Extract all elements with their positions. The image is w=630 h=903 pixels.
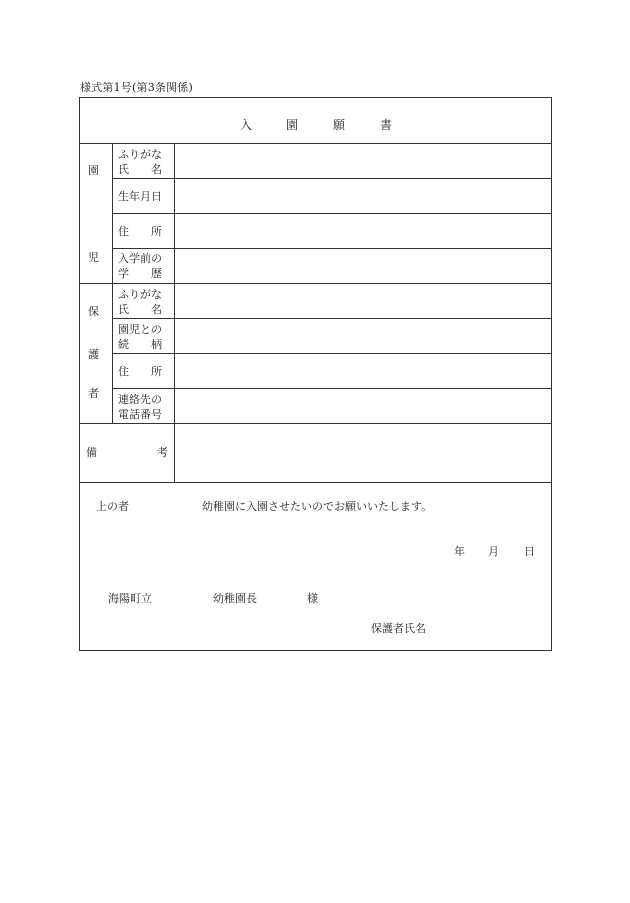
divider	[112, 143, 113, 423]
form-number-label: 様式第1号(第3条関係)	[80, 81, 193, 94]
guardian-relation-label: 園児との 続 柄	[118, 323, 162, 351]
divider	[79, 482, 552, 483]
divider	[79, 143, 552, 144]
child-birthdate-label: 生年月日	[118, 190, 162, 203]
child-group-label: 園	[88, 164, 99, 177]
child-education-label: 入学前の 学 歴	[118, 252, 162, 280]
child-name-label: ふりがな 氏 名	[118, 148, 162, 176]
addressee-title: 幼稚園長	[213, 592, 257, 605]
divider	[79, 423, 552, 424]
child-address-label: 住 所	[118, 225, 162, 238]
title-char: 入	[240, 118, 253, 132]
guardian-group-label: 保	[88, 305, 99, 318]
divider	[112, 213, 552, 214]
divider	[112, 318, 552, 319]
guardian-name-label: ふりがな 氏 名	[118, 288, 162, 316]
remarks-label: 考	[157, 446, 168, 459]
date-day: 日	[524, 545, 535, 558]
divider	[174, 143, 175, 482]
guardian-group-label: 護	[88, 348, 99, 361]
title-char: 園	[286, 118, 299, 132]
divider	[112, 248, 552, 249]
remarks-label: 備	[86, 446, 97, 459]
guardian-group-label: 者	[88, 387, 99, 400]
date-year: 年	[454, 545, 465, 558]
divider	[79, 283, 552, 284]
divider	[112, 178, 552, 179]
date-month: 月	[488, 545, 499, 558]
application-text: 幼稚園に入園させたいのでお願いいたします。	[202, 500, 433, 513]
addressee-honorific: 様	[307, 592, 318, 605]
divider	[112, 388, 552, 389]
title-char: 願	[333, 118, 346, 132]
divider	[112, 353, 552, 354]
guardian-address-label: 住 所	[118, 365, 162, 378]
signer-label: 保護者氏名	[371, 622, 426, 635]
applicant-subject: 上の者	[96, 500, 129, 513]
child-group-label: 児	[88, 251, 99, 264]
addressee-prefix: 海陽町立	[108, 592, 152, 605]
title-char: 書	[380, 118, 393, 132]
guardian-phone-label: 連絡先の 電話番号	[118, 393, 162, 421]
